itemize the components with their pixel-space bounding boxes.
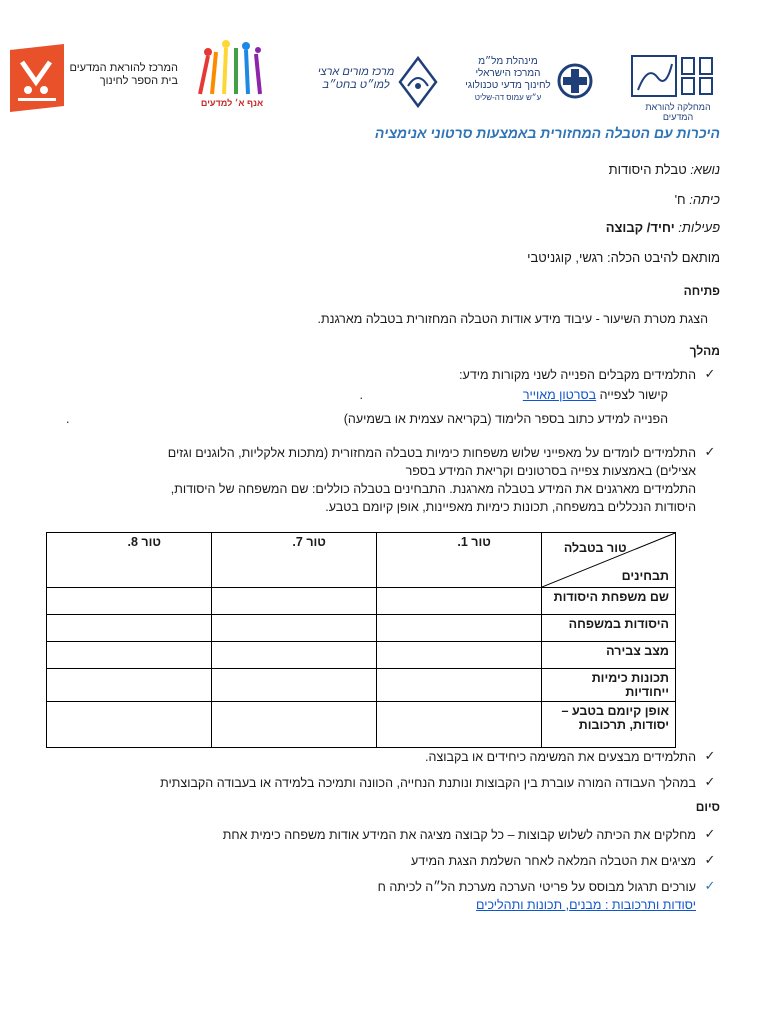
process-sub-2: הפנייה למידע כתוב בספר הלימוד (בקריאה עצמית או בשמיעה) [343, 412, 668, 426]
table-row [47, 615, 676, 642]
bar-ilan-logo-block [0, 38, 180, 120]
teachers-center-caption [316, 66, 396, 92]
weizmann-logo [630, 54, 724, 100]
table-cell[interactable] [376, 588, 541, 615]
process-sub-1-text: קישור לצפייה [596, 388, 668, 402]
mlm-caption-line1: מינהלת מל״מ [478, 56, 538, 67]
table-row [47, 642, 676, 669]
check-icon: ✓ [704, 444, 716, 459]
table-row-label: אופן קיומם בטבע – יסודות, תרכובות [541, 702, 675, 748]
check-icon: ✓ [704, 366, 716, 381]
topic-value: טבלת היסודות [608, 162, 691, 177]
check-icon: ✓ [704, 852, 716, 867]
table-row-label: שם משפחת היסודות [541, 588, 675, 615]
mlm-caption [462, 56, 554, 104]
table-col-1: טור 1. [376, 533, 541, 588]
table-header-row [47, 533, 676, 588]
process-item-2-line4: היסודות הנכללים במשפחה, תכונות כימיות מאפיינות, אופן קיומם בטבע. [325, 500, 696, 514]
table-col-7: טור 7. [211, 533, 376, 588]
teachers-center-logo [398, 56, 438, 108]
process-item-2-line3: התלמידים מארגנים את המידע בטבלה מארגנת. התבחינים בטבלה כוללים: שם המשפחה של היסודות, [170, 482, 696, 496]
process-item-2-line2: אצילים) באמצעות צפייה בסרטונים וקריאת המידע בספר [405, 464, 696, 478]
bar-ilan-caption-line2: בית הספר לחינוך [99, 75, 178, 87]
opening-heading: פתיחה [683, 284, 720, 298]
table-row-label: היסודות במשפחה [541, 615, 675, 642]
table-cell[interactable] [47, 669, 212, 702]
mlm-logo [556, 62, 594, 100]
corner-bottom-label: תבחינים [621, 569, 669, 583]
after-table-item-1: התלמידים מבצעים את המשימה כיחידים או בקבוצה. [425, 750, 696, 764]
process-item-2-line1: התלמידים לומדים על מאפייני שלוש משפחות כימיות בטבלה המחזורית (מתכות אלקליות, הלוגנים וגזים [167, 446, 696, 460]
science-logo-caption: אנף א׳ למדעים [200, 98, 264, 108]
table-row [47, 588, 676, 615]
activity-label: פעילות: [678, 220, 720, 235]
meta-activity [40, 220, 720, 235]
teachers-center-caption-line2: למו״ט בחט״ב [322, 79, 390, 91]
meta-adapted: מותאם להיבט הכלה: רגשי, קוגניטבי [527, 250, 720, 265]
opening-text: הצגת מטרת השיעור - עיבוד מידע אודות הטבלה המחזורית בטבלה מארגנת. [317, 312, 708, 326]
activity-value: יחיד/ קבוצה [605, 220, 679, 235]
process-heading: מהלך [689, 344, 720, 358]
after-table-item-2: במהלך העבודה המורה עוברת בין הקבוצות ונותנת הנחייה, הכוונה ותמיכה בלמידה או בעבודה הקבוצתית [160, 776, 696, 790]
process-sub-1-number: . [359, 388, 363, 402]
table-cell[interactable] [376, 642, 541, 669]
closing-item-1: מחלקים את הכיתה לשלוש קבוצות – כל קבוצה מציגה את המידע אודות משפחה כימית אחת [222, 828, 696, 842]
closing-item-3 [36, 878, 696, 914]
table-row-label: תכונות כימיות ייחודיות [541, 669, 675, 702]
table-col-8: טור 8. [47, 533, 212, 588]
process-item-1: התלמידים מקבלים הפנייה לשני מקורות מידע: [459, 368, 696, 382]
table-row [47, 702, 676, 748]
weizmann-logo-block [630, 38, 730, 120]
table-cell[interactable] [47, 642, 212, 669]
table-cell[interactable] [211, 642, 376, 669]
topic-label: נושא: [690, 162, 720, 177]
closing-item-2: מציגים את הטבלה המלאה לאחר השלמת הצגת המידע [411, 854, 696, 868]
page-title: היכרות עם הטבלה המחזורית באמצעות סרטוני אנימציה [374, 125, 720, 141]
table-cell[interactable] [47, 588, 212, 615]
mlm-logo-block [462, 38, 594, 120]
closing-heading: סיום [695, 800, 720, 814]
table-cell[interactable] [376, 702, 541, 748]
table-cell[interactable] [211, 615, 376, 642]
science-logo [186, 38, 278, 98]
table-cell[interactable] [47, 702, 212, 748]
closing-item-3-text: עורכים תרגול מבוסס על פריטי הערכה מערכת הל״ה לכיתה ח [377, 880, 696, 894]
corner-top-label: טור בטבלה [563, 541, 627, 555]
class-value: ח' [674, 192, 690, 207]
table-cell[interactable] [211, 669, 376, 702]
check-icon: ✓ [704, 774, 716, 789]
bar-ilan-caption [68, 62, 178, 88]
table-row-label: מצב צבירה [541, 642, 675, 669]
science-logo-block [186, 38, 278, 120]
check-icon: ✓ [704, 878, 716, 893]
check-icon: ✓ [704, 826, 716, 841]
table-cell[interactable] [211, 702, 376, 748]
table-cell[interactable] [376, 615, 541, 642]
table-cell[interactable] [376, 669, 541, 702]
table-row [47, 669, 676, 702]
meta-class [40, 192, 720, 207]
bar-ilan-caption-line1: המרכז להוראת המדעים [69, 62, 178, 74]
mlm-caption-line3: לחינוך מדעי טכנולוגי [465, 80, 551, 91]
class-label: כיתה: [689, 192, 720, 207]
assessment-link[interactable]: יסודות ותרכובות : מבנים, תכונות ותהליכים [476, 898, 696, 912]
mlm-caption-line2: המרכז הישראלי [475, 68, 541, 79]
check-icon: ✓ [704, 748, 716, 763]
mlm-caption-line4: ע״ש עמוס דה-שליט [474, 93, 542, 102]
teachers-center-logo-block [316, 38, 436, 120]
logo-row [0, 38, 768, 120]
table-cell[interactable] [211, 588, 376, 615]
table-corner-cell [541, 533, 675, 588]
table-cell[interactable] [47, 615, 212, 642]
video-link[interactable]: בסרטון מאוייר [522, 388, 597, 402]
bar-ilan-logo [8, 44, 66, 112]
process-item-2 [36, 444, 696, 516]
organizing-table [46, 532, 676, 748]
process-sub-2-number: . [66, 412, 70, 426]
teachers-center-caption-line1: מרכז מורים ארצי [317, 66, 395, 78]
meta-topic [40, 162, 720, 177]
process-sub-1 [368, 388, 668, 402]
weizmann-caption: המחלקה להוראת המדעים [645, 102, 711, 122]
